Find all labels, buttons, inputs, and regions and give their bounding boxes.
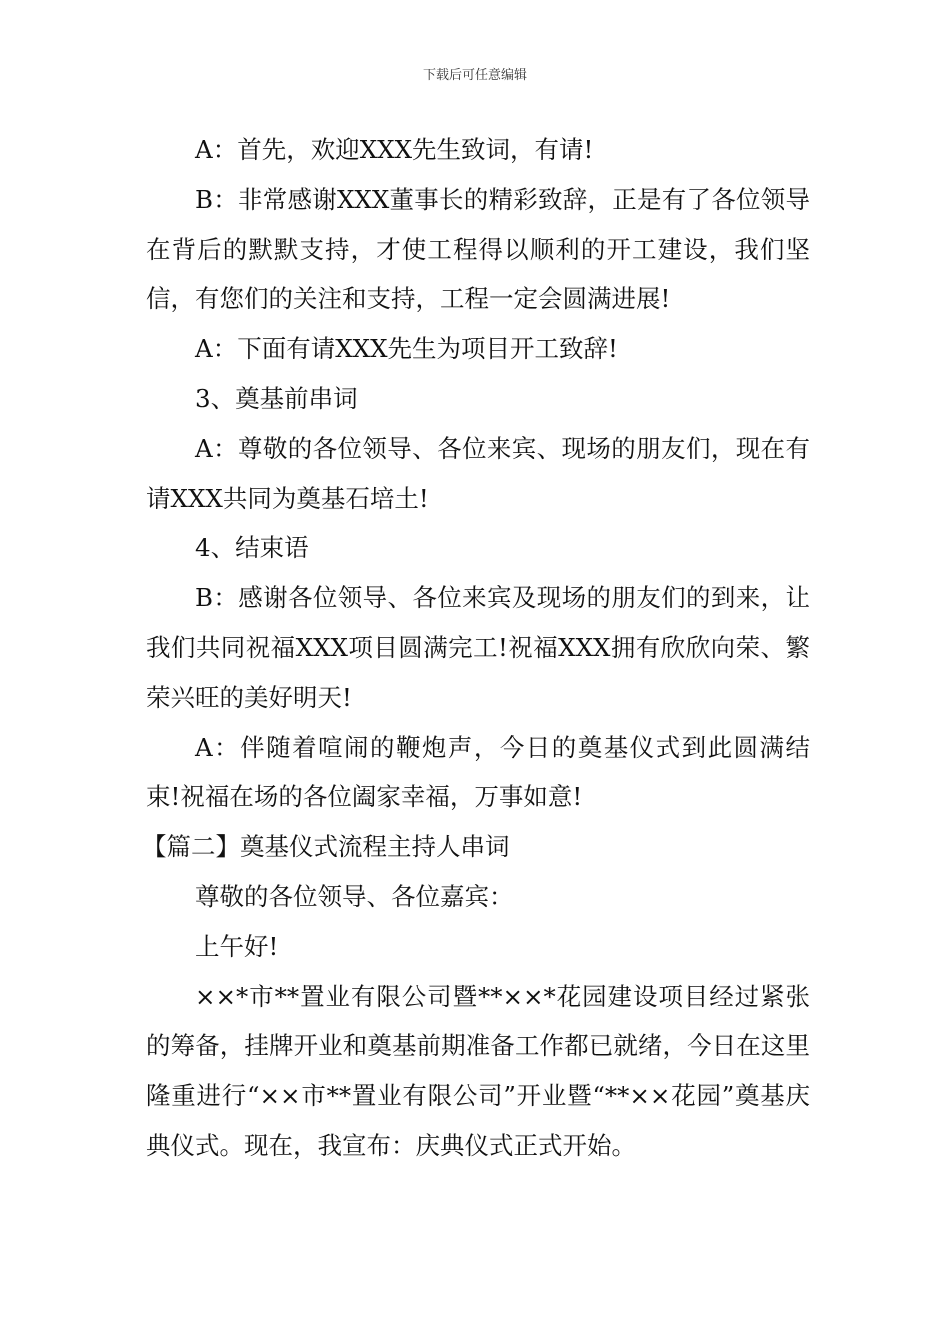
document-body (142, 125, 810, 1171)
paragraph-greeting: 上午好! (195, 931, 279, 961)
section-title-groundbreaking: 3、奠基前串词 (195, 383, 358, 413)
paragraph-ceremony-announcement: ××*市**置业有限公司暨**××*花园建设项目经过紧张的筹备，挂牌开业和奠基前期准备工作都已就绪，今日在这里隆重进行“××市**置业有限公司”开业暨“**××花园”奠基庆典仪式。现在，我宣布：庆典仪式正式开始。 (146, 981, 810, 1160)
paragraph-salutation: 尊敬的各位领导、各位嘉宾： (195, 881, 514, 911)
paragraph-opening-address: A：首先，欢迎XXX先生致词，有请! (195, 135, 594, 164)
paragraph-thanks-chairman: B：非常感谢XXX董事长的精彩致辞，正是有了各位领导在背后的默默支持，才使工程得以顺利的开工建设，我们坚信，有您们的关注和支持，工程一定会圆满进展! (146, 184, 810, 314)
paragraph-project-speech: A：下面有请XXX先生为项目开工致辞! (195, 334, 618, 364)
paragraph-closing-thanks: B：感谢各位领导、各位来宾及现场的朋友们的到来，让我们共同祝福XXX项目圆满完工!祝福XXX拥有欣欣向荣、繁荣兴旺的美好明天! (146, 583, 810, 712)
chapter-heading-part-two: 【篇二】奠基仪式流程主持人串词 (142, 832, 510, 862)
page-header: 下载后可任意编辑 (422, 68, 527, 83)
section-title-closing: 4、结束语 (195, 533, 309, 563)
paragraph-ceremony-end: A：伴随着喧闹的鞭炮声，今日的奠基仪式到此圆满结束!祝福在场的各位阖家幸福，万事如意! (146, 732, 810, 812)
paragraph-foundation-soil: A：尊敬的各位领导、各位来宾、现场的朋友们，现在有请XXX共同为奠基石培土! (146, 433, 810, 513)
